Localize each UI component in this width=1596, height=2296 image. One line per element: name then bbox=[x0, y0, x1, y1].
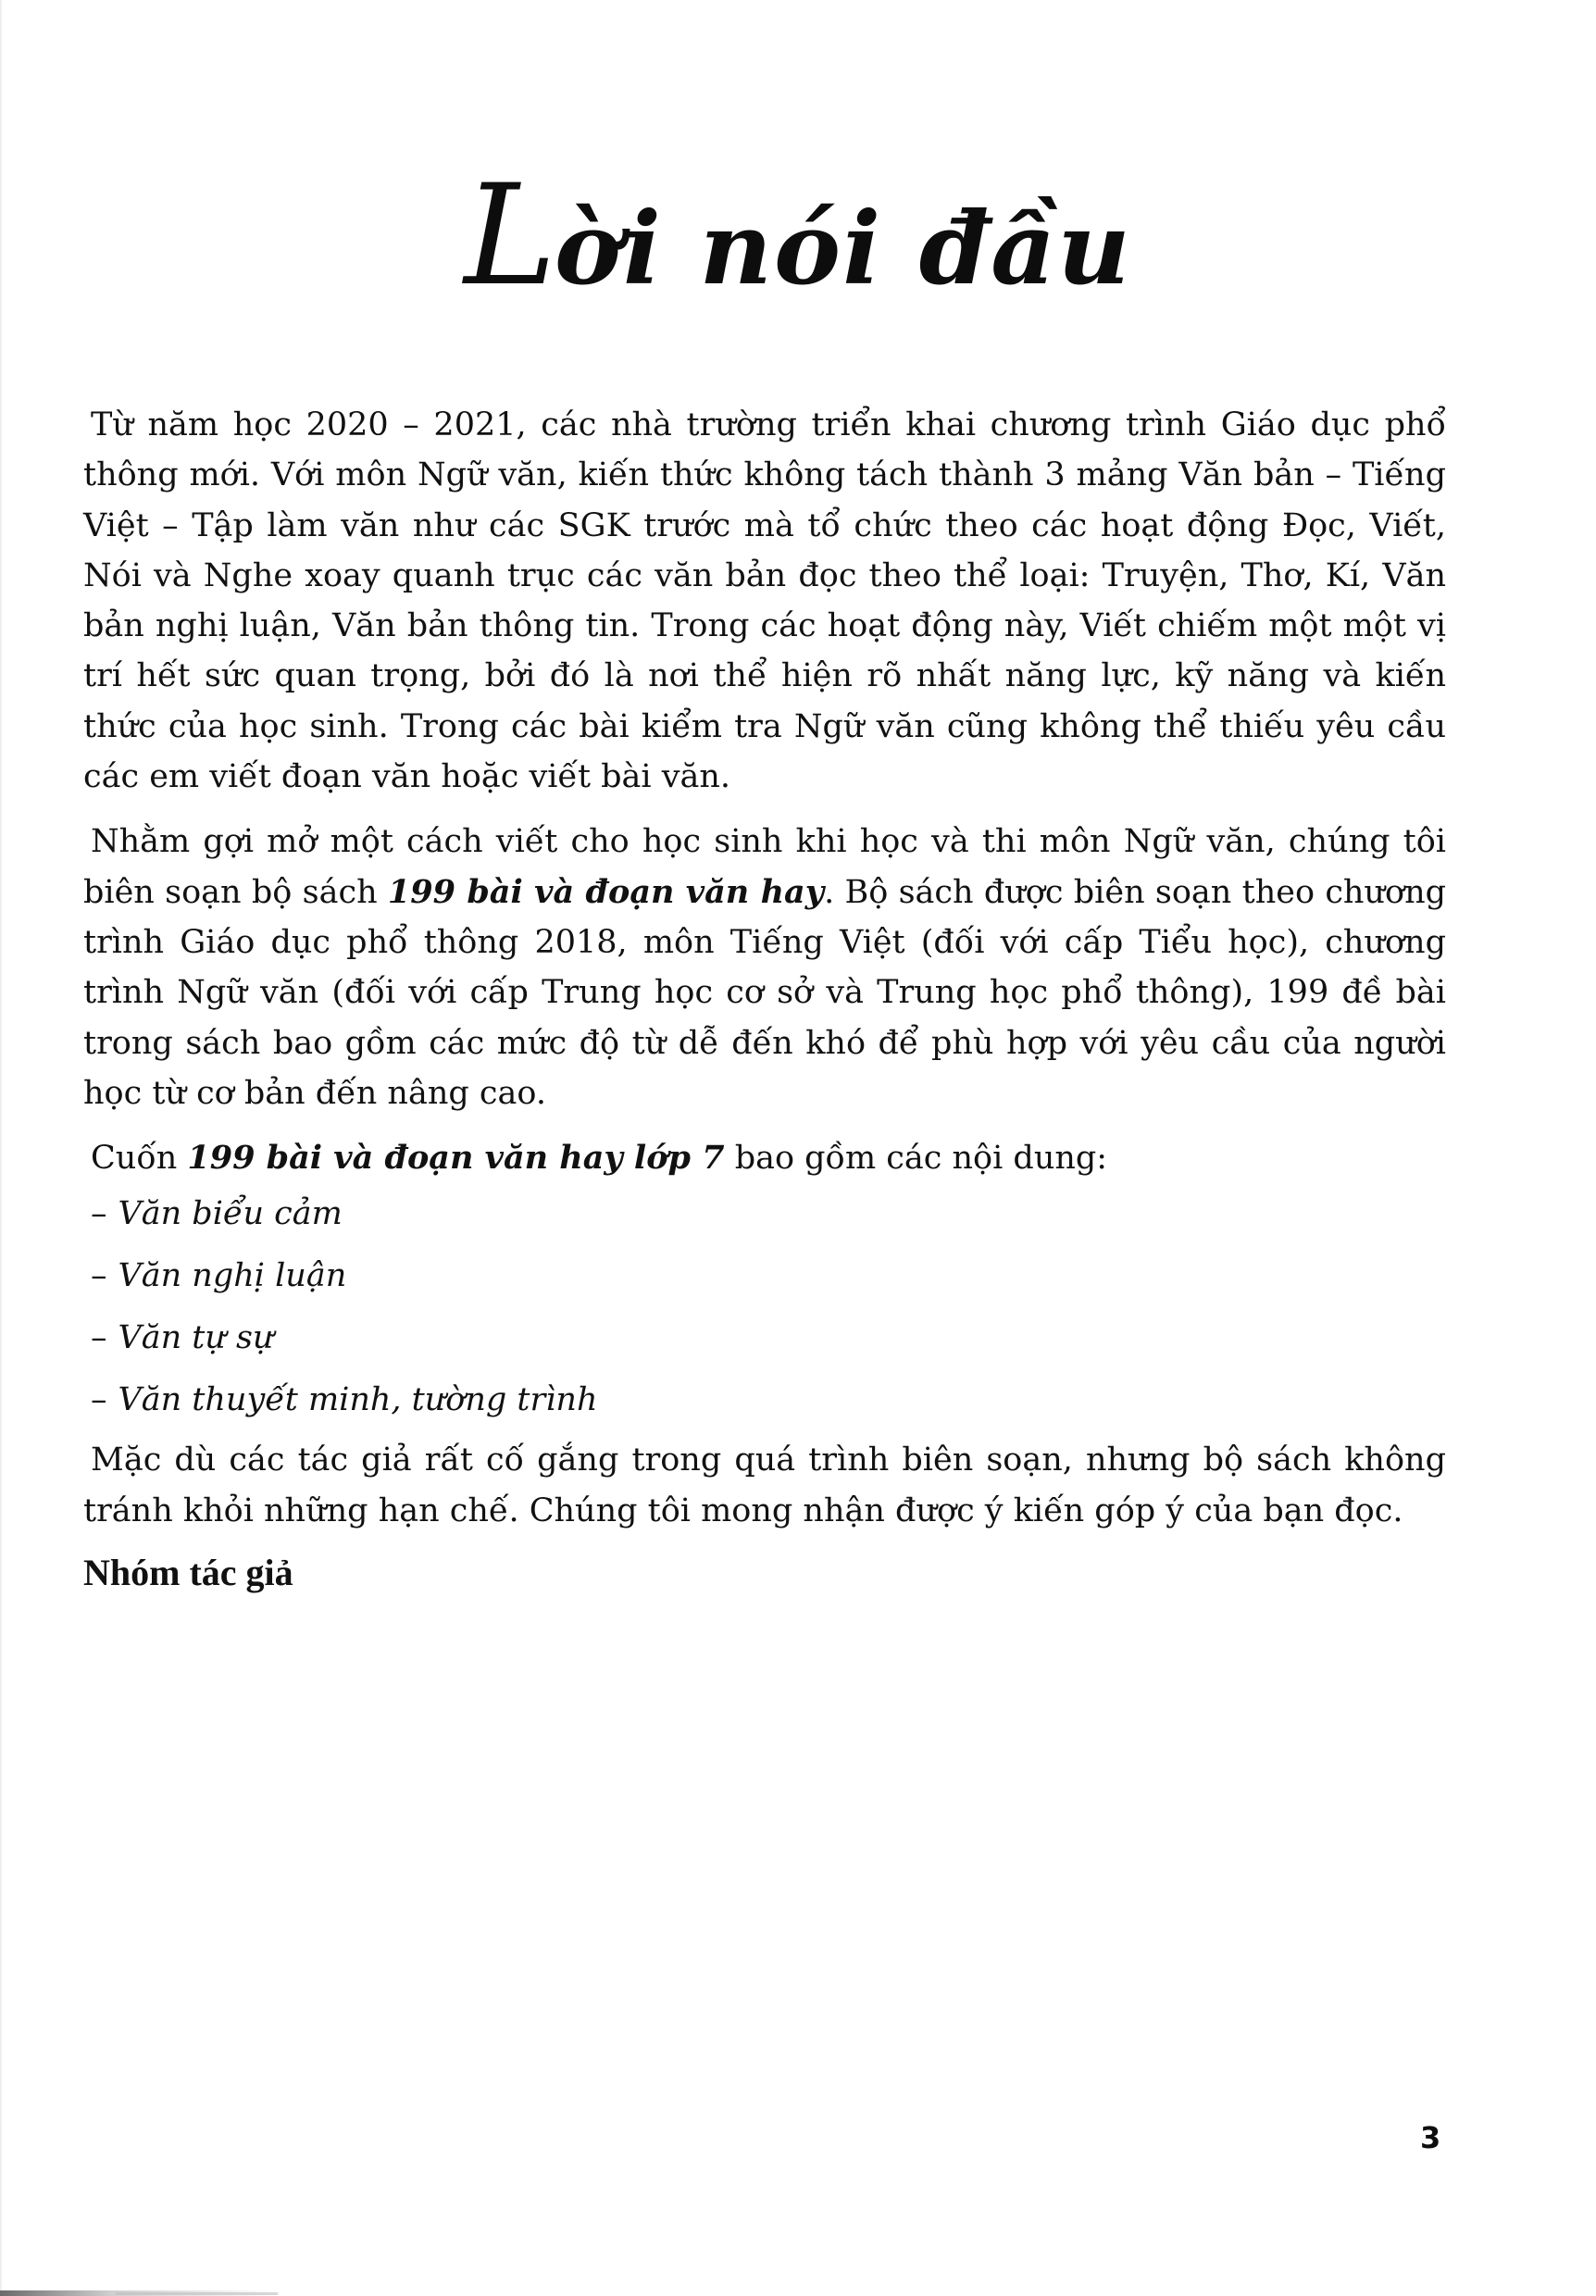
paragraph-gap bbox=[83, 802, 1446, 817]
title-rest: ời nói đầu bbox=[554, 191, 1132, 307]
author-signature: Nhóm tác giả bbox=[83, 1552, 293, 1594]
paragraph-purpose bbox=[83, 817, 1446, 1118]
contents-intro-before: Cuốn bbox=[91, 1140, 188, 1178]
page-number: 3 bbox=[1420, 2120, 1441, 2155]
list-item-label: Văn tự sự bbox=[118, 1319, 274, 1357]
dash-bullet: – bbox=[91, 1257, 107, 1295]
paragraph-contents-intro bbox=[83, 1133, 1446, 1183]
contents-list bbox=[83, 1183, 1446, 1431]
contents-intro-after: bao gồm các nội dung: bbox=[724, 1140, 1108, 1178]
dash-bullet: – bbox=[91, 1381, 107, 1419]
paragraph-closing: Mặc dù các tác giả rất cố gắng trong quá trình biên soạn, nhưng bộ sách không tránh khỏi những hạn chế. Chúng tôi mong nhận được ý kiến góp ý của bạn đọc. bbox=[83, 1441, 1446, 1529]
scan-edge-left bbox=[0, 0, 3, 2296]
list-item bbox=[83, 1245, 1446, 1307]
paragraph-purpose-after: . Bộ sách được biên soạn theo chương trình Giáo dục phổ thông 2018, môn Tiếng Việt (đối với cấp Tiểu học), chương trình Ngữ văn (đối với cấp Trung học cơ sở và Trung học phổ thông), 199 đề bài trong sách bao gồm các mức độ từ dễ đến khó để phù hợp với yêu cầu của người học từ cơ bản đến nâng cao. bbox=[83, 873, 1447, 1112]
list-item bbox=[83, 1307, 1446, 1369]
scan-edge-bottom-shadow bbox=[116, 2292, 278, 2295]
paragraph-gap bbox=[83, 1118, 1446, 1133]
dash-bullet: – bbox=[91, 1195, 107, 1233]
dash-bullet: – bbox=[91, 1319, 107, 1357]
book-series-title: 199 bài và đoạn văn hay bbox=[387, 872, 825, 911]
list-item-label: Văn nghị luận bbox=[118, 1257, 347, 1295]
list-item-label: Văn biểu cảm bbox=[118, 1195, 343, 1233]
paragraph-purpose-before: Nhằm gợi mở một cách viết cho học sinh khi học và thi môn Ngữ văn, chúng tôi biên soạn bộ sách bbox=[83, 823, 1446, 911]
preface-body bbox=[83, 400, 1446, 1599]
title-initial: L bbox=[464, 156, 558, 317]
list-item bbox=[83, 1183, 1446, 1245]
list-item bbox=[83, 1369, 1446, 1431]
page-title bbox=[0, 156, 1596, 318]
list-item-label: Văn thuyết minh, tường trình bbox=[118, 1381, 598, 1419]
paragraph-intro: Từ năm học 2020 – 2021, các nhà trường triển khai chương trình Giáo dục phổ thông mới. Với môn Ngữ văn, kiến thức không tách thành 3 mảng Văn bản – Tiếng Việt – Tập làm văn như các SGK trước mà tổ chức theo các hoạt động Đọc, Viết, Nói và Nghe xoay quanh trục các văn bản đọc theo thể loại: Truyện, Thơ, Kí, Văn bản nghị luận, Văn bản thông tin. Trong các hoạt động này, Viết chiếm một một vị trí hết sức quan trọng, bởi đó là nơi thể hiện rõ nhất năng lực, kỹ năng và kiến thức của học sinh. Trong các bài kiểm tra Ngữ văn cũng không thể thiếu yêu cầu các em viết đoạn văn hoặc viết bài văn. bbox=[83, 406, 1446, 796]
book-title: 199 bài và đoạn văn hay lớp 7 bbox=[187, 1139, 725, 1178]
